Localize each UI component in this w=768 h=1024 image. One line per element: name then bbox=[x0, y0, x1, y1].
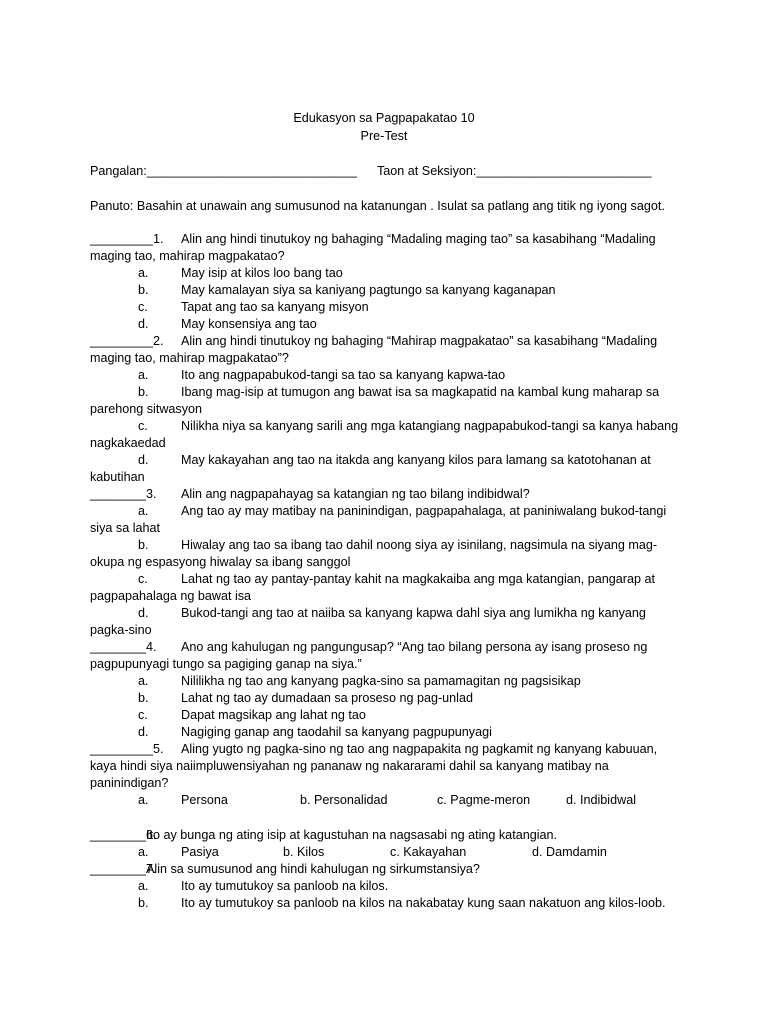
question-text: Ito ay bunga ng ating isip at kagustuhan na nagsasabi ng ating katangian. bbox=[146, 828, 558, 842]
option: d. May kakayahan ang tao na itakda ang kanyang kilos para lamang sa katotohanan at bbox=[138, 453, 651, 467]
answer-blank[interactable]: ________3. bbox=[90, 487, 157, 501]
option-b: b. Personalidad bbox=[300, 793, 388, 807]
answer-blank[interactable]: ________4. bbox=[90, 640, 157, 654]
inline-options bbox=[90, 844, 690, 861]
option: c. Tapat ang tao sa kanyang misyon bbox=[138, 300, 369, 314]
question-text: Alin ang hindi tinutukoy ng bahaging “Mahirap magpakatao” sa kasabihang “Madaling bbox=[181, 334, 658, 348]
answer-blank[interactable]: ________7. bbox=[90, 862, 157, 876]
option-c: c. Kakayahan bbox=[390, 845, 467, 859]
option-a: Pasiya bbox=[181, 845, 219, 859]
question-text-cont: pagpupunyagi tungo sa pagiging ganap na siya.” bbox=[90, 657, 362, 671]
question-text: Alin ang hindi tinutukoy ng bahaging “Madaling maging tao” sa kasabihang “Madaling bbox=[181, 232, 656, 246]
option-cont: siya sa lahat bbox=[90, 521, 161, 535]
option: b. Ito ay tumutukoy sa panloob na kilos na nakabatay kung saan nakatuon ang kilos-loob. bbox=[138, 896, 666, 910]
option: b. May kamalayan siya sa kaniyang pagtungo sa kanyang kaganapan bbox=[138, 283, 556, 297]
question-text-cont: maging tao, mahirap magpakatao”? bbox=[90, 351, 289, 365]
question-text: Ano ang kahulugan ng pangungusap? “Ang tao bilang persona ay isang proseso ng bbox=[181, 640, 648, 654]
option: d. May konsensiya ang tao bbox=[138, 317, 317, 331]
option-d: d. Indibidwal bbox=[566, 793, 637, 807]
instructions: Panuto: Basahin at unawain ang sumusunod na katanungan . Isulat sa patlang ang titik ng iyong sagot. bbox=[90, 199, 665, 213]
option-label: a. bbox=[138, 793, 149, 807]
option: d. Bukod-tangi ang tao at naiiba sa kanyang kapwa dahl siya ang lumikha ng kanyang bbox=[138, 606, 646, 620]
option-a: Persona bbox=[181, 793, 228, 807]
page-subtitle: Pre-Test bbox=[360, 129, 408, 143]
section-field[interactable]: Taon at Seksiyon:_________________________ bbox=[377, 164, 652, 178]
option: c. Lahat ng tao ay pantay-pantay kahit na magkakaiba ang mga katangian, pangarap at bbox=[138, 572, 656, 586]
inline-options bbox=[90, 792, 690, 809]
option-cont: pagka-sino bbox=[90, 623, 152, 637]
answer-blank[interactable]: _________2. bbox=[90, 334, 164, 348]
question-1 bbox=[90, 231, 690, 333]
option: c. Dapat magsikap ang lahat ng tao bbox=[138, 708, 366, 722]
question-3 bbox=[90, 486, 690, 639]
answer-blank[interactable]: ________6. bbox=[90, 828, 157, 842]
option: b. Lahat ng tao ay dumadaan sa proseso ng pag-unlad bbox=[138, 691, 473, 705]
option-d: d. Damdamin bbox=[532, 845, 607, 859]
question-text-cont: paninindigan? bbox=[90, 776, 169, 790]
option: a. Nililikha ng tao ang kanyang pagka-sino sa pamamagitan ng pagsisikap bbox=[138, 674, 581, 688]
option: d. Nagiging ganap ang taodahil sa kanyang pagpupunyagi bbox=[138, 725, 492, 739]
question-text: Alin ang nagpapahayag sa katangian ng tao bilang indibidwal? bbox=[181, 487, 530, 501]
option: b. Ibang mag-isip at tumugon ang bawat isa sa magkapatid na kambal kung maharap sa bbox=[138, 385, 660, 399]
option-cont: pagpapahalaga ng bawat isa bbox=[90, 589, 252, 603]
option-cont: parehong sitwasyon bbox=[90, 402, 203, 416]
option-cont: nagkakaedad bbox=[90, 436, 166, 450]
answer-blank[interactable]: _________5. bbox=[90, 742, 164, 756]
question-4 bbox=[90, 639, 690, 741]
option: a. Ito ang nagpapabukod-tangi sa tao sa kanyang kapwa-tao bbox=[138, 368, 506, 382]
option: a. Ito ay tumutukoy sa panloob na kilos. bbox=[138, 879, 389, 893]
page-title: Edukasyon sa Pagpapakatao 10 bbox=[293, 111, 475, 125]
option-cont: kabutihan bbox=[90, 470, 145, 484]
option-cont: okupa ng espasyong hiwalay sa ibang sanggol bbox=[90, 555, 351, 569]
option-label: a. bbox=[138, 845, 149, 859]
question-6 bbox=[90, 827, 690, 861]
question-7 bbox=[90, 861, 690, 912]
question-text: Aling yugto ng pagka-sino ng tao ang nagpapakita ng pagkamit ng kanyang kabuuan, bbox=[181, 742, 658, 756]
questions-list bbox=[90, 231, 690, 912]
question-text-cont: maging tao, mahirap magpakatao? bbox=[90, 249, 285, 263]
question-2 bbox=[90, 333, 690, 486]
option: b. Hiwalay ang tao sa ibang tao dahil noong siya ay isinilang, nagsimula na siyang mag- bbox=[138, 538, 658, 552]
option-c: c. Pagme-meron bbox=[437, 793, 531, 807]
answer-blank[interactable]: _________1. bbox=[90, 232, 164, 246]
option: a. Ang tao ay may matibay na paninindigan, pagpapahalaga, at paniniwalang bukod-tangi bbox=[138, 504, 667, 518]
name-field[interactable]: Pangalan:______________________________ bbox=[90, 164, 357, 178]
question-text-cont: kaya hindi siya naiimpluwensiyahan ng pananaw ng nakararami dahil sa kanyang matibay na bbox=[90, 759, 609, 773]
option-b: b. Kilos bbox=[283, 845, 325, 859]
option: c. Nilikha niya sa kanyang sarili ang mga katangiang nagpapabukod-tangi sa kanya habang bbox=[138, 419, 679, 433]
question-5 bbox=[90, 741, 690, 809]
question-text: Alin sa sumusunod ang hindi kahulugan ng sirkumstansiya? bbox=[146, 862, 480, 876]
option: a. May isip at kilos loo bang tao bbox=[138, 266, 343, 280]
